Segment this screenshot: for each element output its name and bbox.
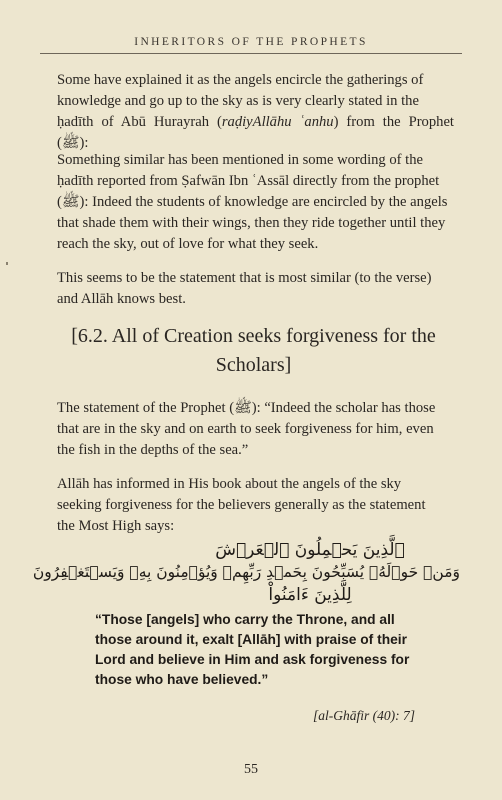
heading-line: [6.2. All of Creation seeks forgiveness for the xyxy=(71,325,436,347)
arabic-verse-line: وَمَنۡ حَوۡلَهُۥ يُسَبِّحُونَ بِحَمۡدِ رَبِّهِمۡ وَيُؤۡمِنُونَ بِهِۦ وَيَسۡتَغۡفِرُونَ xyxy=(32,563,460,581)
verse-citation xyxy=(250,708,415,724)
text-line: This seems to be the statement that is most similar (to the verse) xyxy=(57,270,432,286)
text-line: ḥadīth of Abū Hurayrah ( xyxy=(57,114,222,130)
text-line: (ﷺ): Indeed the students of knowledge are encircled by the angels xyxy=(57,194,448,210)
text-line: ḥadīth reported from Ṣafwān Ibn ʿAssāl directly from the prophet xyxy=(57,173,440,189)
text-line: the fish in the depths of the sea.” xyxy=(57,442,249,458)
text-line: and Allāh knows best. xyxy=(57,291,186,307)
quote-line: Lord and believe in Him and ask forgiveness for xyxy=(95,652,410,667)
paper-speck xyxy=(6,262,8,265)
text-line: that shade them with their wings, then they ride together until they xyxy=(57,215,446,231)
page-number: 55 xyxy=(244,762,258,777)
text-line: ) from the Prophet (ﷺ): xyxy=(57,114,454,151)
text-line: the Most High says: xyxy=(57,518,175,534)
header-rule xyxy=(40,53,462,54)
text-line: Allāh has informed in His book about the angels of the sky xyxy=(57,476,402,492)
text-line: reach the sky, out of love for what they seek. xyxy=(57,236,319,252)
citation-bracket: [ xyxy=(312,708,319,723)
running-head: INHERITORS OF THE PROPHETS xyxy=(134,36,368,48)
section-heading xyxy=(55,322,452,380)
text-line: seeking forgiveness for the believers generally as the statement xyxy=(57,497,426,513)
citation-reference: (40): 7] xyxy=(369,708,415,723)
paragraph-similar-statement xyxy=(57,268,454,310)
quote-line: “Those [angels] who carry the Throne, and all xyxy=(95,612,395,627)
surah-name: al-Ghāfir xyxy=(318,708,370,723)
text-line: The statement of the Prophet (ﷺ): “Indeed the scholar has those xyxy=(57,400,436,416)
quote-line: those around it, exalt [Allāh] with praise of their xyxy=(95,632,407,647)
paragraph-scholar-forgiveness xyxy=(57,398,454,461)
heading-line: Scholars] xyxy=(215,354,292,376)
text-line: Something similar has been mentioned in some wording of the xyxy=(57,152,423,168)
arabic-verse-line: لِلَّذِينَ ءَامَنُواْ xyxy=(268,585,352,605)
paragraph-allah-informed xyxy=(57,474,454,537)
text-line: knowledge and go up to the sky as is very clearly stated in the xyxy=(57,93,419,109)
arabic-verse-line: ٱلَّذِينَ يَحۡمِلُونَ ٱلۡعَرۡشَ xyxy=(215,540,405,560)
verse-translation xyxy=(95,610,425,690)
text-line: that are in the sky and on earth to seek forgiveness for him, even xyxy=(57,421,434,437)
quote-line: those who have believed.” xyxy=(95,672,269,687)
paragraph-angels-encircle xyxy=(57,70,454,154)
text-line: Some have explained it as the angels encircle the gatherings of xyxy=(57,72,424,88)
honorific-italic: raḍiyAllāhu ʿanhu xyxy=(221,114,334,130)
paragraph-safwan-hadith xyxy=(57,150,454,255)
